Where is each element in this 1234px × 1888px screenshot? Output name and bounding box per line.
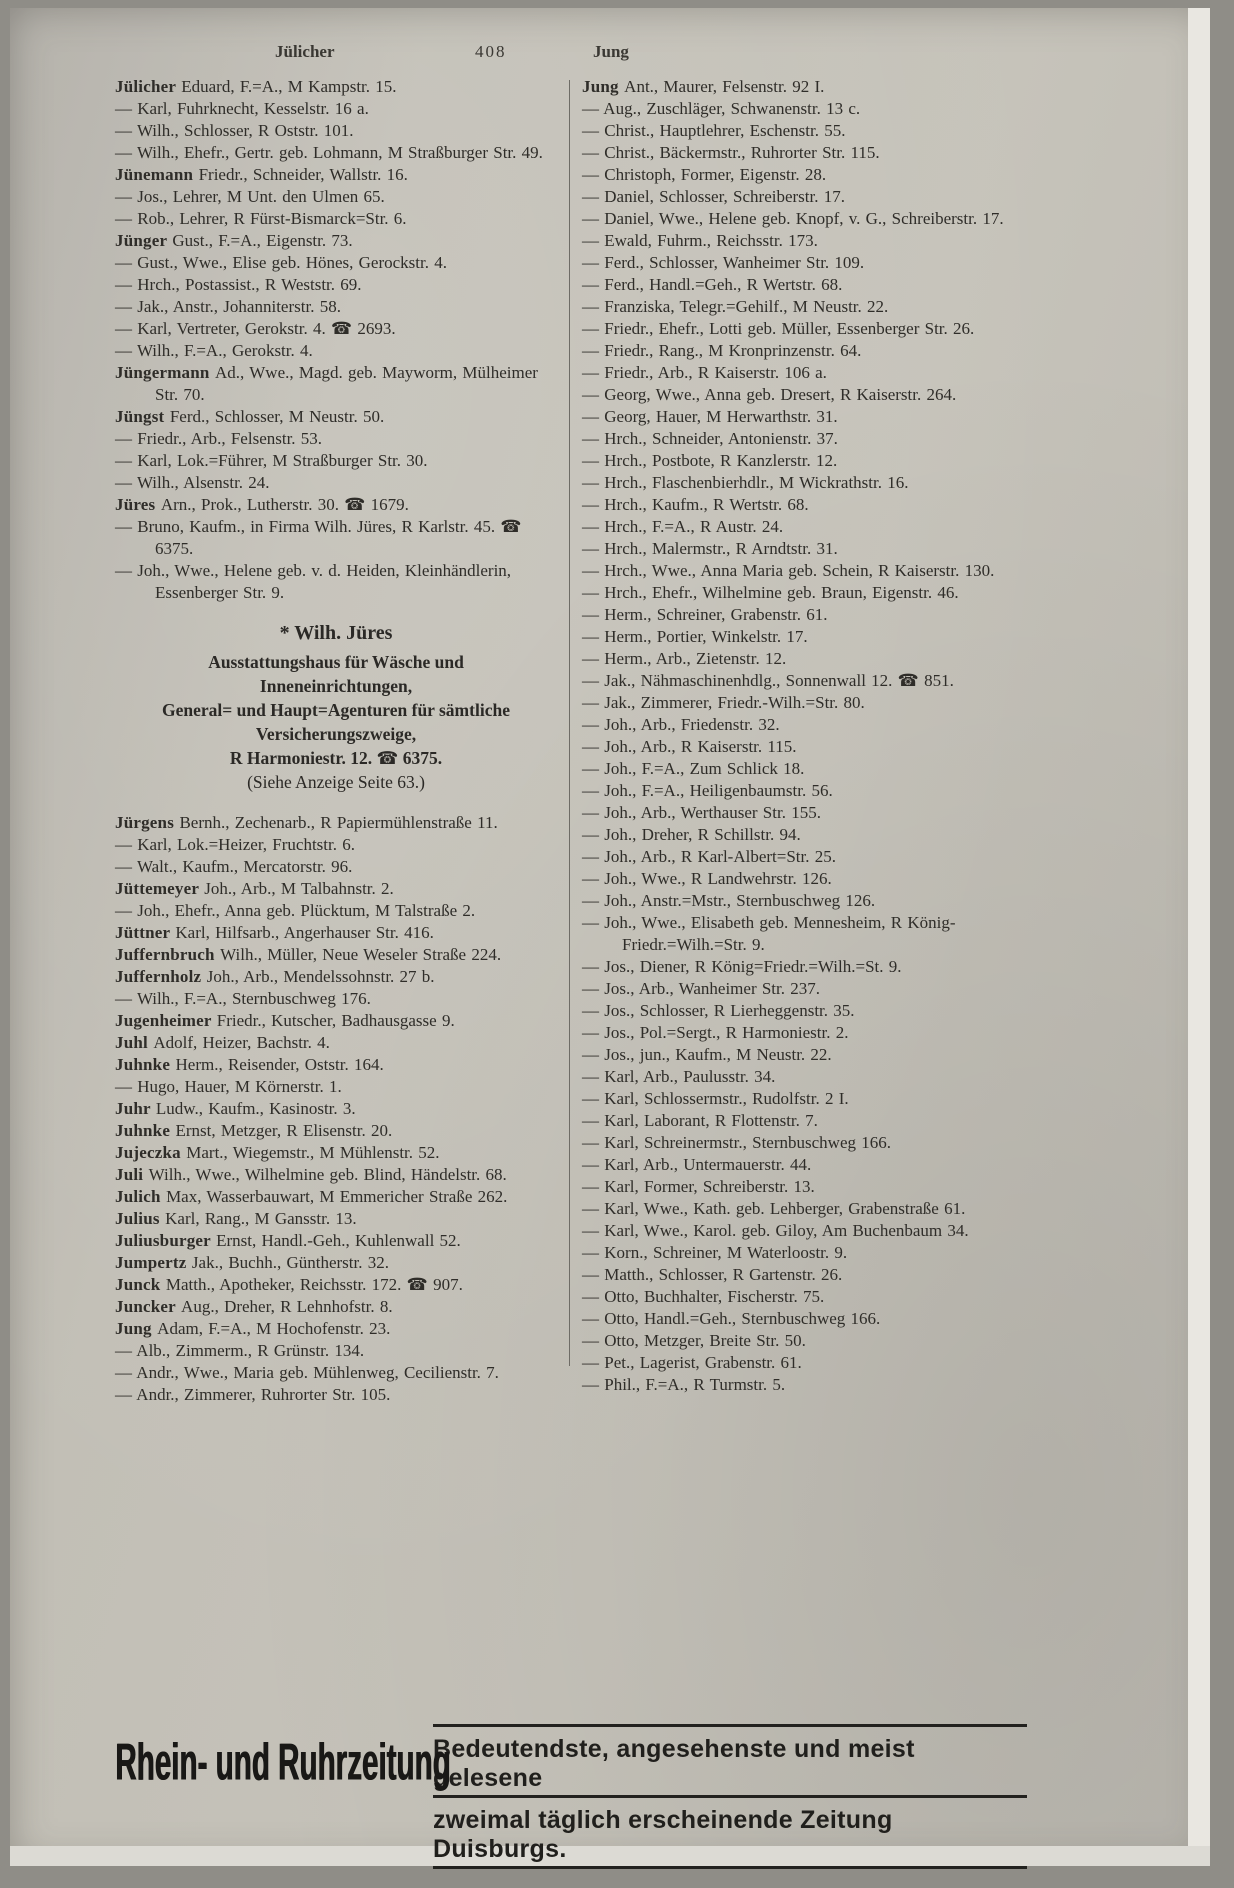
list-item — [115, 428, 557, 450]
list-item — [115, 296, 557, 318]
entry-text: — Jos., Pol.=Sergt., R Harmoniestr. 2. — [582, 1023, 849, 1042]
list-item — [582, 340, 1024, 362]
list-item — [582, 912, 1024, 956]
entry-text: Joh., Arb., M Talbahnstr. 2. — [204, 879, 394, 898]
list-item — [582, 1242, 1024, 1264]
entry-text: Ad., Wwe., Magd. geb. Mayworm, Mülheimer Str. 70. — [155, 363, 538, 404]
list-item — [115, 856, 557, 878]
entry-text: — Hrch., Kaufm., R Wertstr. 68. — [582, 495, 809, 514]
list-item — [582, 1198, 1024, 1220]
entry-text: — Hugo, Hauer, M Körnerstr. 1. — [115, 1077, 342, 1096]
ad-line: Inneneinrichtungen, — [259, 676, 413, 696]
list-item — [115, 1296, 557, 1318]
list-item — [582, 1000, 1024, 1022]
entry-text: — Georg, Wwe., Anna geb. Dresert, R Kaiserstr. 264. — [582, 385, 957, 404]
surname-head: Jürgens — [115, 813, 180, 832]
entry-text: Mart., Wiegemstr., M Mühlenstr. 52. — [186, 1143, 440, 1162]
scanned-page — [10, 8, 1210, 1866]
entries-group-top — [115, 76, 557, 604]
entry-text: — Friedr., Arb., R Kaiserstr. 106 a. — [582, 363, 827, 382]
list-item — [115, 988, 557, 1010]
list-item — [582, 1154, 1024, 1176]
list-item — [582, 516, 1024, 538]
running-header — [115, 42, 1025, 76]
entry-text: — Jos., Lehrer, M Unt. den Ulmen 65. — [115, 187, 385, 206]
entry-text: — Korn., Schreiner, M Waterloostr. 9. — [582, 1243, 848, 1262]
advertisement-block — [121, 620, 551, 794]
entry-text: — Karl, Arb., Paulusstr. 34. — [582, 1067, 776, 1086]
list-item — [582, 252, 1024, 274]
entry-text: — Karl, Schlossermstr., Rudolfstr. 2 I. — [582, 1089, 849, 1108]
list-item — [582, 604, 1024, 626]
surname-head: Jüttemeyer — [115, 879, 205, 898]
entry-text: — Ewald, Fuhrm., Reichsstr. 173. — [582, 231, 818, 250]
list-item — [582, 1066, 1024, 1088]
entry-text: — Hrch., Flaschenbierhdlr., M Wickrathstr. 16. — [582, 473, 909, 492]
surname-head: Juhnke — [115, 1055, 176, 1074]
entry-text: — Otto, Handl.=Geh., Sternbuschweg 166. — [582, 1309, 881, 1328]
entry-text: Herm., Reisender, Oststr. 164. — [175, 1055, 384, 1074]
surname-head: Jüres — [115, 495, 161, 514]
entry-text: Adolf, Heizer, Bachstr. 4. — [153, 1033, 330, 1052]
surname-head: Julius — [115, 1209, 166, 1228]
list-item — [582, 582, 1024, 604]
entry-text: Arn., Prok., Lutherstr. 30. ☎ 1679. — [160, 495, 409, 514]
entry-text: Ant., Maurer, Felsenstr. 92 I. — [624, 77, 825, 96]
footer-ad-text — [433, 1724, 1027, 1877]
entry-text: Wilh., Wwe., Wilhelmine geb. Blind, Händelstr. 68. — [148, 1165, 507, 1184]
list-item — [582, 120, 1024, 142]
list-item — [582, 1286, 1024, 1308]
entry-text: — Ferd., Handl.=Geh., R Wertstr. 68. — [582, 275, 843, 294]
page-content — [115, 42, 1025, 1406]
surname-head: Junck — [115, 1275, 166, 1294]
entry-text: Joh., Arb., Mendelssohnstr. 27 b. — [206, 967, 435, 986]
list-item — [115, 878, 557, 900]
right-column — [582, 76, 1024, 1406]
list-item — [115, 1318, 557, 1340]
list-item — [582, 472, 1024, 494]
entry-text: — Hrch., Malermstr., R Arndtstr. 31. — [582, 539, 838, 558]
footer-ad-line-1: Bedeutendste, angesehenste und meist gelesene — [433, 1735, 1027, 1798]
ad-line: General= und Haupt=Agenturen für sämtliche — [162, 700, 510, 720]
entry-text: — Karl, Lok.=Heizer, Fruchtstr. 6. — [115, 835, 355, 854]
list-item — [115, 340, 557, 362]
list-item — [582, 1352, 1024, 1374]
surname-head: Juhnke — [115, 1121, 176, 1140]
entry-text: — Friedr., Ehefr., Lotti geb. Müller, Essenberger Str. 26. — [582, 319, 975, 338]
entry-text: — Joh., Wwe., R Landwehrstr. 126. — [582, 869, 832, 888]
surname-head: Juhr — [115, 1099, 156, 1118]
ad-line: Versicherungszweige, — [255, 724, 417, 744]
surname-head: Jugenheimer — [115, 1011, 217, 1030]
entry-text: — Joh., Arb., R Kaiserstr. 115. — [582, 737, 797, 756]
entry-text: Gust., F.=A., Eigenstr. 73. — [172, 231, 353, 250]
ad-line: (Siehe Anzeige Seite 63.) — [247, 772, 425, 792]
list-item — [582, 890, 1024, 912]
page-edge-right — [1188, 8, 1210, 1866]
list-item — [115, 230, 557, 252]
list-item — [115, 450, 557, 472]
entry-text: Aug., Dreher, R Lehnhofstr. 8. — [181, 1297, 393, 1316]
entry-text: — Wilh., Ehefr., Gertr. geb. Lohmann, M Straßburger Str. 49. — [115, 143, 543, 162]
newspaper-ad-footer — [115, 1724, 1027, 1877]
entry-text: Matth., Apotheker, Reichsstr. 172. ☎ 907. — [165, 1275, 463, 1294]
list-item — [115, 164, 557, 186]
surname-head: Juffernholz — [115, 967, 207, 986]
entry-text: — Phil., F.=A., R Turmstr. 5. — [582, 1375, 786, 1394]
entry-text: — Karl, Former, Schreiberstr. 13. — [582, 1177, 815, 1196]
list-item — [582, 384, 1024, 406]
entries-group-bottom — [115, 812, 557, 1406]
entry-text: — Friedr., Rang., M Kronprinzenstr. 64. — [582, 341, 862, 360]
surname-head: Juncker — [115, 1297, 182, 1316]
surname-head: Jülicher — [115, 77, 182, 96]
entry-text: — Hrch., Schneider, Antonienstr. 37. — [582, 429, 838, 448]
list-item — [582, 868, 1024, 890]
list-item — [582, 1022, 1024, 1044]
list-item — [115, 76, 557, 98]
column-divider — [569, 80, 570, 1366]
list-item — [115, 120, 557, 142]
list-item — [582, 98, 1024, 120]
list-item — [115, 516, 557, 560]
list-item — [115, 208, 557, 230]
entry-text: — Herm., Schreiner, Grabenstr. 61. — [582, 605, 828, 624]
entry-text: — Karl, Arb., Untermauerstr. 44. — [582, 1155, 812, 1174]
entry-text: — Hrch., Postbote, R Kanzlerstr. 12. — [582, 451, 838, 470]
entry-text: — Hrch., Ehefr., Wilhelmine geb. Braun, Eigenstr. 46. — [582, 583, 959, 602]
surname-head: Jünger — [115, 231, 173, 250]
entry-text: — Christ., Bäckermstr., Ruhrorter Str. 115. — [582, 143, 880, 162]
list-item — [115, 494, 557, 516]
entry-text: — Joh., F.=A., Heiligenbaumstr. 56. — [582, 781, 833, 800]
list-item — [115, 1362, 557, 1384]
list-item — [582, 956, 1024, 978]
list-item — [115, 252, 557, 274]
list-item — [582, 186, 1024, 208]
list-item — [115, 1252, 557, 1274]
ad-line: R Harmoniestr. 12. ☎ 6375. — [229, 748, 443, 768]
entry-text: Ernst, Metzger, R Elisenstr. 20. — [175, 1121, 393, 1140]
surname-head: Juli — [115, 1165, 149, 1184]
entry-text: — Hrch., Postassist., R Weststr. 69. — [115, 275, 362, 294]
surname-head: Jüngst — [115, 407, 170, 426]
list-item — [115, 812, 557, 834]
entry-text: — Friedr., Arb., Felsenstr. 53. — [115, 429, 323, 448]
list-item — [115, 1186, 557, 1208]
list-item — [115, 834, 557, 856]
surname-head: Jung — [115, 1319, 158, 1338]
list-item — [115, 966, 557, 988]
list-item — [582, 142, 1024, 164]
entry-text: Max, Wasserbauwart, M Emmericher Straße 262. — [166, 1187, 508, 1206]
surname-head: Jung — [582, 77, 625, 96]
ad-title: * Wilh. Jüres — [279, 622, 393, 644]
list-item — [582, 670, 1024, 692]
entry-text: — Pet., Lagerist, Grabenstr. 61. — [582, 1353, 802, 1372]
list-item — [582, 692, 1024, 714]
list-item — [115, 1010, 557, 1032]
list-item — [115, 406, 557, 428]
list-item — [582, 1176, 1024, 1198]
list-item — [582, 230, 1024, 252]
entry-text: — Herm., Arb., Zietenstr. 12. — [582, 649, 787, 668]
entry-text: — Otto, Buchhalter, Fischerstr. 75. — [582, 1287, 825, 1306]
entry-text: — Franziska, Telegr.=Gehilf., M Neustr. 22. — [582, 297, 889, 316]
list-item — [115, 944, 557, 966]
entry-text: — Joh., Anstr.=Mstr., Sternbuschweg 126. — [582, 891, 876, 910]
directory-columns — [115, 76, 1025, 1406]
entry-text: — Jak., Anstr., Johanniterstr. 58. — [115, 297, 341, 316]
list-item — [115, 1230, 557, 1252]
entry-text: — Joh., Wwe., Elisabeth geb. Mennesheim, R König-Friedr.=Wilh.=Str. 9. — [582, 913, 956, 954]
surname-head: Juffernbruch — [115, 945, 221, 964]
list-item — [115, 362, 557, 406]
entry-text: — Hrch., Wwe., Anna Maria geb. Schein, R Kaiserstr. 130. — [582, 561, 995, 580]
surname-head: Juhl — [115, 1033, 154, 1052]
list-item — [582, 406, 1024, 428]
list-item — [582, 76, 1024, 98]
list-item — [582, 318, 1024, 340]
entry-text: — Jos., Schlosser, R Lierheggenstr. 35. — [582, 1001, 855, 1020]
entry-text: — Karl, Fuhrknecht, Kesselstr. 16 a. — [115, 99, 369, 118]
entry-text: — Otto, Metzger, Breite Str. 50. — [582, 1331, 806, 1350]
entry-text: Eduard, F.=A., M Kampstr. 15. — [181, 77, 397, 96]
entry-text: — Jak., Nähmaschinenhdlg., Sonnenwall 12. ☎ 851. — [582, 671, 954, 690]
ad-lines — [121, 650, 551, 794]
entry-text: — Karl, Schreinermstr., Sternbuschweg 166. — [582, 1133, 891, 1152]
entry-text: Karl, Hilfsarb., Angerhauser Str. 416. — [175, 923, 434, 942]
list-item — [582, 164, 1024, 186]
list-item — [582, 648, 1024, 670]
surname-head: Juliusburger — [115, 1231, 217, 1250]
list-item — [582, 1330, 1024, 1352]
entry-text: — Wilh., Schlosser, R Oststr. 101. — [115, 121, 354, 140]
entry-text: — Jak., Zimmerer, Friedr.-Wilh.=Str. 80. — [582, 693, 865, 712]
entry-text: — Daniel, Schlosser, Schreiberstr. 17. — [582, 187, 845, 206]
list-item — [582, 538, 1024, 560]
entry-text: Ferd., Schlosser, M Neustr. 50. — [169, 407, 385, 426]
list-item — [582, 824, 1024, 846]
surname-head: Jumpertz — [115, 1253, 192, 1272]
list-item — [115, 560, 557, 604]
entry-text: Friedr., Schneider, Wallstr. 16. — [198, 165, 408, 184]
entry-text: Wilh., Müller, Neue Weseler Straße 224. — [220, 945, 502, 964]
entry-text: — Jos., Diener, R König=Friedr.=Wilh.=St. 9. — [582, 957, 902, 976]
entry-text: Ernst, Handl.-Geh., Kuhlenwall 52. — [216, 1231, 461, 1250]
list-item — [582, 846, 1024, 868]
entry-text: — Jos., jun., Kaufm., M Neustr. 22. — [582, 1045, 832, 1064]
left-column — [115, 76, 557, 1406]
entry-text: — Andr., Wwe., Maria geb. Mühlenweg, Cecilienstr. 7. — [115, 1363, 499, 1382]
list-item — [582, 1088, 1024, 1110]
entry-text: — Jos., Arb., Wanheimer Str. 237. — [582, 979, 821, 998]
entry-text: Jak., Buchh., Güntherstr. 32. — [191, 1253, 389, 1272]
list-item — [582, 428, 1024, 450]
entry-text: — Joh., Dreher, R Schillstr. 94. — [582, 825, 801, 844]
entry-text: Adam, F.=A., M Hochofenstr. 23. — [157, 1319, 391, 1338]
entry-text: — Joh., F.=A., Zum Schlick 18. — [582, 759, 805, 778]
ad-line: Ausstattungshaus für Wäsche und — [208, 652, 464, 672]
list-item — [115, 1032, 557, 1054]
list-item — [582, 1110, 1024, 1132]
entry-text: — Karl, Vertreter, Gerokstr. 4. ☎ 2693. — [115, 319, 396, 338]
entry-text: — Wilh., F.=A., Gerokstr. 4. — [115, 341, 313, 360]
entry-text: Ludw., Kaufm., Kasinostr. 3. — [155, 1099, 356, 1118]
list-item — [582, 1308, 1024, 1330]
newspaper-brand: Rhein- und Ruhrzeitung — [115, 1734, 451, 1792]
list-item — [582, 296, 1024, 318]
entry-text: — Rob., Lehrer, R Fürst-Bismarck=Str. 6. — [115, 209, 407, 228]
entry-text: — Aug., Zuschläger, Schwanenstr. 13 c. — [582, 99, 861, 118]
header-right-keyword: Jung — [593, 42, 629, 61]
footer-ad-line-2: zweimal täglich erscheinende Zeitung Duisburgs. — [433, 1806, 1027, 1869]
list-item — [582, 978, 1024, 1000]
entry-text: — Joh., Ehefr., Anna geb. Plücktum, M Talstraße 2. — [115, 901, 476, 920]
entry-text: — Georg, Hauer, M Herwarthstr. 31. — [582, 407, 838, 426]
entry-text: — Bruno, Kaufm., in Firma Wilh. Jüres, R Karlstr. 45. ☎ 6375. — [115, 517, 522, 558]
list-item — [115, 1340, 557, 1362]
entry-text: — Karl, Laborant, R Flottenstr. 7. — [582, 1111, 818, 1130]
entry-text: — Joh., Arb., Werthauser Str. 155. — [582, 803, 821, 822]
list-item — [582, 450, 1024, 472]
list-item — [582, 1374, 1024, 1396]
entry-text: — Daniel, Wwe., Helene geb. Knopf, v. G., Schreiberstr. 17. — [582, 209, 1004, 228]
list-item — [115, 1120, 557, 1142]
entry-text: — Wilh., F.=A., Sternbuschweg 176. — [115, 989, 371, 1008]
list-item — [115, 142, 557, 164]
entry-text: Friedr., Kutscher, Badhausgasse 9. — [216, 1011, 455, 1030]
entry-text: — Wilh., Alsenstr. 24. — [115, 473, 270, 492]
list-item — [582, 1264, 1024, 1286]
entry-text: — Karl, Wwe., Kath. geb. Lehberger, Grabenstraße 61. — [582, 1199, 966, 1218]
entry-text: — Herm., Portier, Winkelstr. 17. — [582, 627, 808, 646]
list-item — [582, 494, 1024, 516]
list-item — [115, 472, 557, 494]
list-item — [582, 1220, 1024, 1242]
entry-text: — Joh., Wwe., Helene geb. v. d. Heiden, Kleinhändlerin, Essenberger Str. 9. — [115, 561, 512, 602]
surname-head: Jüngermann — [115, 363, 216, 382]
entry-text: — Hrch., F.=A., R Austr. 24. — [582, 517, 784, 536]
list-item — [115, 1054, 557, 1076]
list-item — [115, 900, 557, 922]
entry-text: — Joh., Arb., R Karl-Albert=Str. 25. — [582, 847, 836, 866]
list-item — [582, 714, 1024, 736]
list-item — [115, 1098, 557, 1120]
entry-text: — Alb., Zimmerm., R Grünstr. 134. — [115, 1341, 365, 1360]
surname-head: Julich — [115, 1187, 167, 1206]
entry-text: — Christ., Hauptlehrer, Eschenstr. 55. — [582, 121, 846, 140]
list-item — [115, 1384, 557, 1406]
entry-text: Karl, Rang., M Gansstr. 13. — [165, 1209, 357, 1228]
surname-head: Jünemann — [115, 165, 199, 184]
list-item — [582, 758, 1024, 780]
entry-text: — Christoph, Former, Eigenstr. 28. — [582, 165, 827, 184]
list-item — [115, 98, 557, 120]
entry-text: — Karl, Wwe., Karol. geb. Giloy, Am Buchenbaum 34. — [582, 1221, 969, 1240]
header-left-keyword: Jülicher — [275, 42, 335, 61]
surname-head: Jüttner — [115, 923, 176, 942]
list-item — [582, 362, 1024, 384]
entry-text: — Gust., Wwe., Elise geb. Hönes, Gerockstr. 4. — [115, 253, 447, 272]
page-number: 408 — [475, 42, 507, 61]
list-item — [115, 922, 557, 944]
list-item — [582, 1044, 1024, 1066]
list-item — [582, 802, 1024, 824]
list-item — [115, 318, 557, 340]
entry-text: — Walt., Kaufm., Mercatorstr. 96. — [115, 857, 353, 876]
entry-text: — Matth., Schlosser, R Gartenstr. 26. — [582, 1265, 843, 1284]
entry-text: — Joh., Arb., Friedenstr. 32. — [582, 715, 780, 734]
list-item — [115, 186, 557, 208]
entry-text: — Karl, Lok.=Führer, M Straßburger Str. 30. — [115, 451, 428, 470]
surname-head: Jujeczka — [115, 1143, 187, 1162]
entry-text: Bernh., Zechenarb., R Papiermühlenstraße 11. — [179, 813, 498, 832]
list-item — [582, 208, 1024, 230]
list-item — [582, 560, 1024, 582]
list-item — [582, 1132, 1024, 1154]
list-item — [115, 1208, 557, 1230]
entry-text: — Ferd., Schlosser, Wanheimer Str. 109. — [582, 253, 865, 272]
list-item — [115, 1076, 557, 1098]
entry-text: — Andr., Zimmerer, Ruhrorter Str. 105. — [115, 1385, 391, 1404]
list-item — [115, 274, 557, 296]
list-item — [115, 1164, 557, 1186]
list-item — [582, 274, 1024, 296]
list-item — [115, 1142, 557, 1164]
list-item — [582, 626, 1024, 648]
list-item — [115, 1274, 557, 1296]
list-item — [582, 780, 1024, 802]
list-item — [582, 736, 1024, 758]
